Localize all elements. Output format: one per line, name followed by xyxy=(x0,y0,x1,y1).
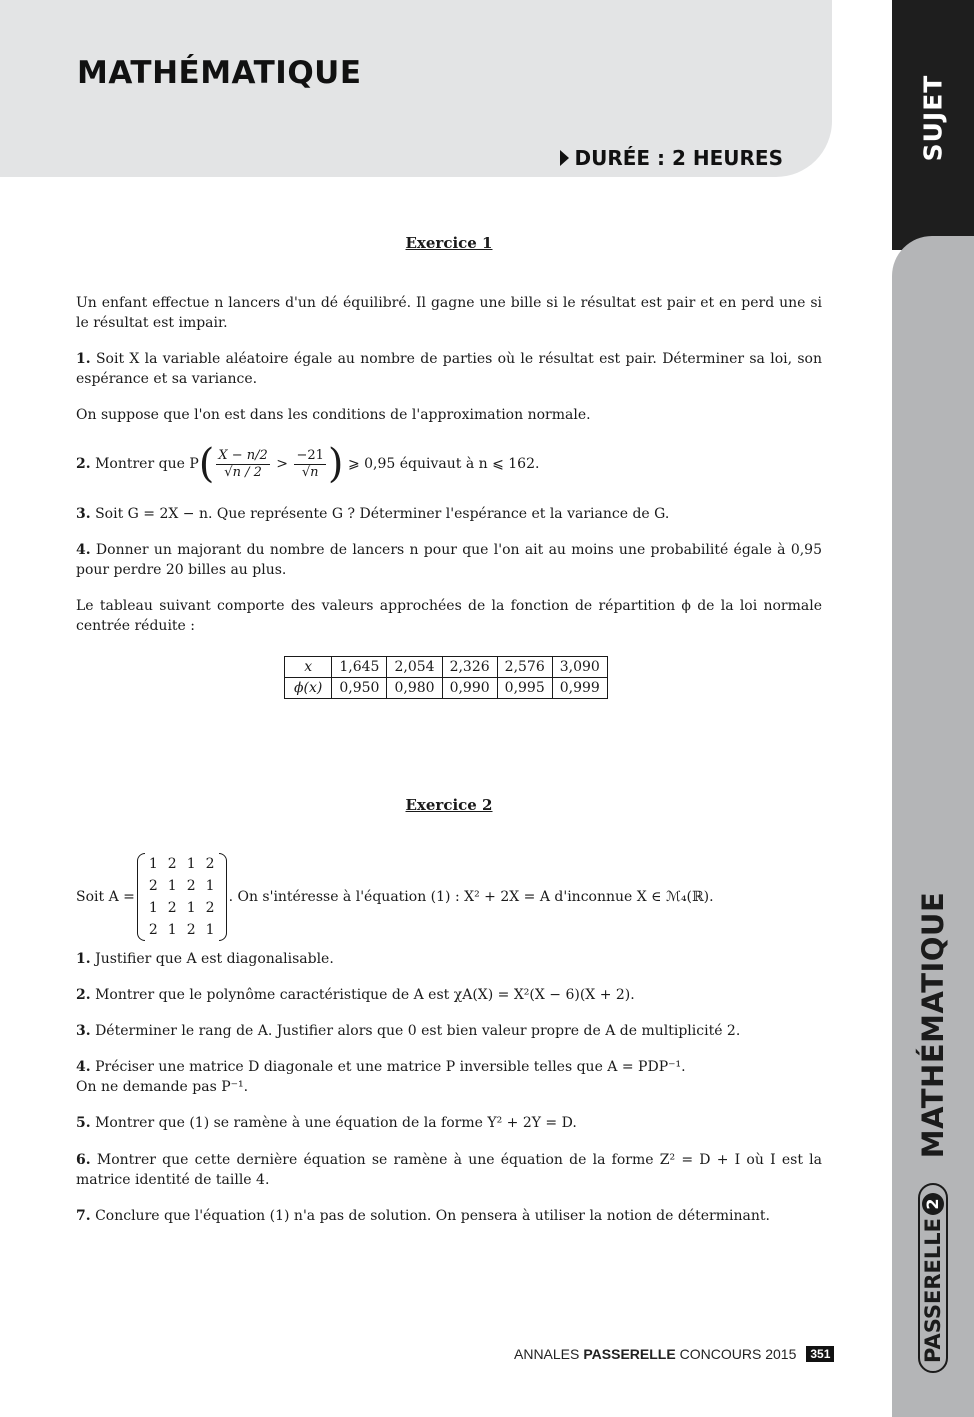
question-number: 1. xyxy=(76,951,91,967)
page-number: 351 xyxy=(806,1346,834,1362)
triangle-right-icon xyxy=(560,150,569,166)
fraction-left: $\frac{X - n/2}{√n / 2}$ xyxy=(218,447,268,480)
logo-number: 2 xyxy=(922,1193,944,1215)
page-footer xyxy=(514,1346,834,1362)
exercise2-question-7 xyxy=(76,1206,822,1226)
footer-suffix: CONCOURS 2015 xyxy=(679,1346,797,1362)
left-paren: ( xyxy=(198,441,215,487)
question-note: On ne demande pas P⁻¹. xyxy=(76,1079,249,1095)
question-number: 2. xyxy=(76,456,91,472)
question-number: 7. xyxy=(76,1208,91,1224)
matrix-cell: 2 xyxy=(205,856,215,872)
question-text-end: ⩾ 0,95 équivaut à n ⩽ 162. xyxy=(347,456,540,472)
question-number: 1. xyxy=(76,351,91,367)
matrix-cell: 2 xyxy=(148,922,158,938)
duration-text: DURÉE : 2 HEURES xyxy=(574,146,783,170)
question-number: 6. xyxy=(76,1152,91,1168)
question-text: Justifier que A est diagonalisable. xyxy=(95,951,334,967)
table-cell: x xyxy=(285,657,332,678)
table-row xyxy=(285,678,608,699)
exercise2-question-3 xyxy=(76,1021,822,1041)
table-cell: 1,645 xyxy=(332,657,387,678)
question-number: 2. xyxy=(76,987,91,1003)
exercise1-table-intro: Le tableau suivant comporte des valeurs approchées de la fonction de répartition ϕ de la loi normale centrée réduite : xyxy=(76,598,822,634)
question-text: Soit G = 2X − n. Que représente G ? Déterminer l'espérance et la variance de G. xyxy=(95,506,670,522)
matrix-cell: 2 xyxy=(148,878,158,894)
question-text: Préciser une matrice D diagonale et une matrice P inversible telles que A = PDP⁻¹. xyxy=(95,1059,686,1075)
question-number: 4. xyxy=(76,1059,91,1075)
question-number: 5. xyxy=(76,1115,91,1131)
page-title: MATHÉMATIQUE xyxy=(77,55,362,91)
question-text-start: Montrer que P xyxy=(95,456,199,472)
table-cell: 2,054 xyxy=(387,657,442,678)
footer-brand: PASSERELLE xyxy=(583,1346,676,1362)
matrix-cell: 2 xyxy=(186,878,196,894)
question-text: Montrer que (1) se ramène à une équation de la forme Y² + 2Y = D. xyxy=(95,1115,577,1131)
sidebar-tag: SUJET xyxy=(918,74,948,162)
matrix-cell: 2 xyxy=(167,856,177,872)
exercise2-question-5 xyxy=(76,1113,822,1133)
matrix-cell: 1 xyxy=(148,856,158,872)
matrix-a xyxy=(137,853,227,941)
question-text: Conclure que l'équation (1) n'a pas de solution. On pensera à utiliser la notion de déterminant. xyxy=(95,1208,770,1224)
intro-start: Soit A = xyxy=(76,889,135,905)
passerelle-logo xyxy=(918,1183,948,1373)
exercise1-title: Exercice 1 xyxy=(405,234,493,252)
sidebar-subject: MATHÉMATIQUE xyxy=(916,891,950,1159)
footer-prefix: ANNALES xyxy=(514,1346,580,1362)
table-cell: 0,995 xyxy=(497,678,552,699)
intro-end: . On s'intéresse à l'équation (1) : X² + 2X = A d'inconnue X ∈ ℳ₄(ℝ). xyxy=(228,889,714,905)
matrix-cell: 2 xyxy=(205,900,215,916)
matrix-cell: 1 xyxy=(186,900,196,916)
exercise2-question-6 xyxy=(76,1150,822,1190)
table-row xyxy=(285,657,608,678)
question-text: Donner un majorant du nombre de lancers n pour que l'on ait au moins une probabilité égale à 0,95 pour perdre 20 billes au plus. xyxy=(76,542,822,578)
table-cell: 0,999 xyxy=(552,678,607,699)
question-text: Montrer que cette dernière équation se ramène à une équation de la forme Z² = D + I où I est la matrice identité de taille 4. xyxy=(76,1152,822,1188)
table-cell: 0,990 xyxy=(442,678,497,699)
matrix-cell: 1 xyxy=(167,922,177,938)
matrix-cell: 1 xyxy=(205,878,215,894)
question-text: Déterminer le rang de A. Justifier alors que 0 est bien valeur propre de A de multiplicité 2. xyxy=(95,1023,741,1039)
matrix-cell: 1 xyxy=(167,878,177,894)
exercise2-title: Exercice 2 xyxy=(405,796,493,814)
matrix-cell: 2 xyxy=(186,922,196,938)
question-number: 4. xyxy=(76,542,91,558)
exercise2-question-4 xyxy=(76,1057,822,1097)
question-text: Soit X la variable aléatoire égale au nombre de parties où le résultat est pair. Déterminer sa loi, son espérance et sa variance. xyxy=(76,351,822,387)
exercise1-question-1 xyxy=(76,349,822,389)
exercise2-question-1 xyxy=(76,949,822,969)
logo-text: PASSERELLE xyxy=(921,1218,945,1363)
right-paren: ) xyxy=(327,441,344,487)
matrix-cell: 1 xyxy=(205,922,215,938)
duration-label xyxy=(560,146,783,170)
exercise1-question-2: 2. Montrer que P( $\frac{X - n/2}{√n / 2}$ > $\frac{-21}{√n}$ ) ⩾ 0,95 équivaut à n ⩽ 162. xyxy=(76,441,540,487)
table-cell: 0,980 xyxy=(387,678,442,699)
question-number: 3. xyxy=(76,506,91,522)
exercise1-assumption: On suppose que l'on est dans les conditions de l'approximation normale. xyxy=(76,407,591,423)
exercise1-intro: Un enfant effectue n lancers d'un dé équilibré. Il gagne une bille si le résultat est pair et en perd une si le résultat est impair. xyxy=(76,295,822,331)
table-cell: 0,950 xyxy=(332,678,387,699)
question-text: Montrer que le polynôme caractéristique de A est χA(X) = X²(X − 6)(X + 2). xyxy=(95,987,635,1003)
table-cell: 2,326 xyxy=(442,657,497,678)
matrix-cell: 2 xyxy=(167,900,177,916)
exercise2-intro xyxy=(76,852,822,942)
table-cell: 2,576 xyxy=(497,657,552,678)
exercise2-question-2 xyxy=(76,985,822,1005)
table-cell: ϕ(x) xyxy=(285,678,332,699)
question-number: 3. xyxy=(76,1023,91,1039)
exercise1-question-4 xyxy=(76,540,822,580)
fraction-right: $\frac{-21}{√n}$ xyxy=(296,447,324,480)
table-cell: 3,090 xyxy=(552,657,607,678)
matrix-cell: 1 xyxy=(148,900,158,916)
matrix-cell: 1 xyxy=(186,856,196,872)
exercise1-question-3 xyxy=(76,504,822,524)
normal-distribution-table xyxy=(284,656,608,699)
